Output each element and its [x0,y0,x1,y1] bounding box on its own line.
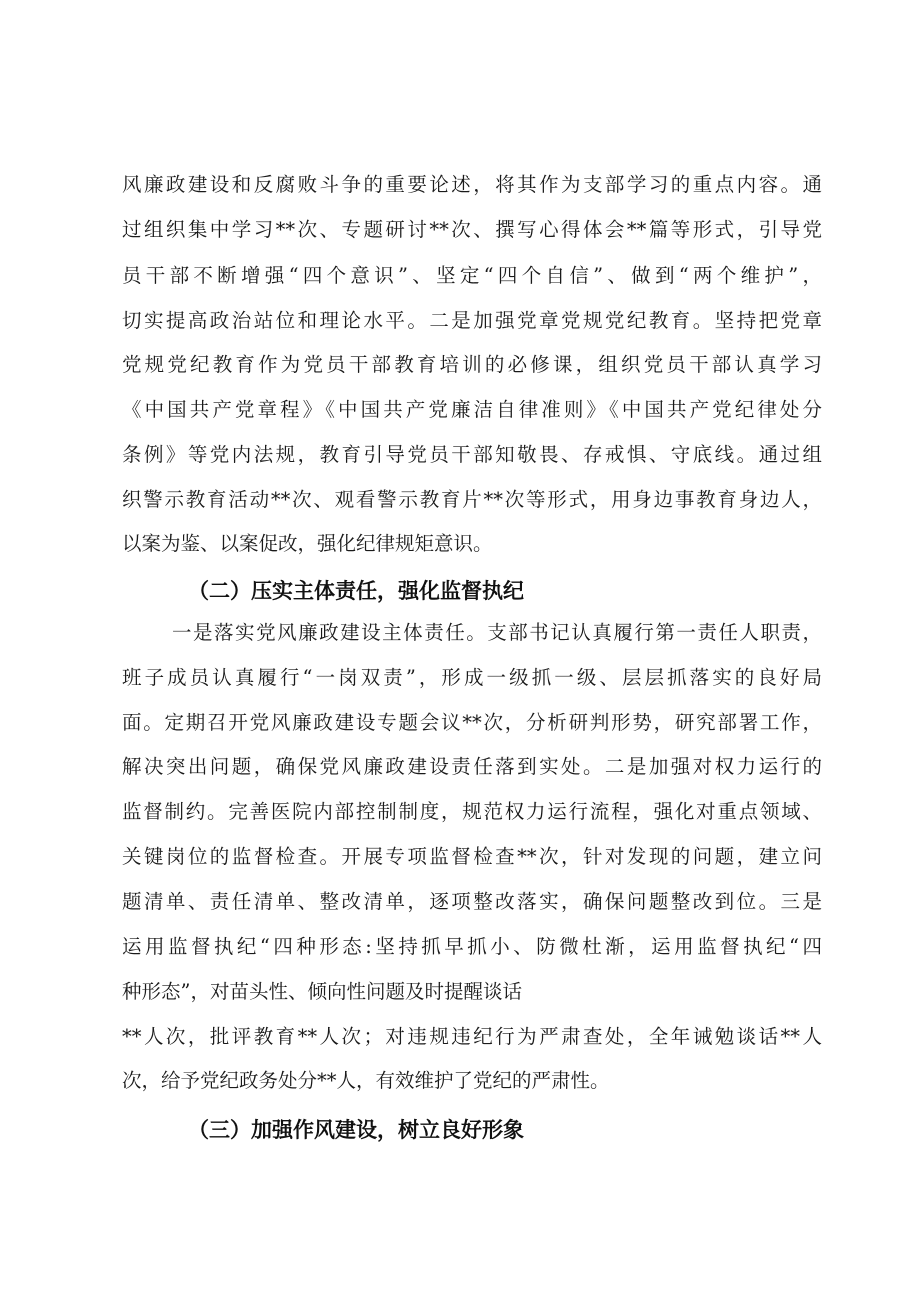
section-heading-3: （三）加强作风建设，树立良好形象 [188,1118,524,1142]
paragraph-line: 条例》等党内法规，教育引导党员干部知敬畏、存戒惧、守底线。通过组 [122,443,822,466]
section-heading-2: （二）压实主体责任，强化监督执纪 [188,579,524,603]
paragraph-line: 面。定期召开党风廉政建设专题会议**次，分析研判形势，研究部署工作， [122,711,822,734]
paragraph-line: 一是落实党风廉政建设主体责任。支部书记认真履行第一责任人职责， [172,621,822,644]
paragraph-line: 风廉政建设和反腐败斗争的重要论述，将其作为支部学习的重点内容。通 [122,173,822,196]
paragraph-line: 解决突出问题，确保党风廉政建设责任落到实处。二是加强对权力运行的 [122,755,822,778]
paragraph-line: 《中国共产党章程》《中国共产党廉洁自律准则》《中国共产党纪律处分 [122,398,822,421]
paragraph-line: 关键岗位的监督检查。开展专项监督检查**次，针对发现的问题，建立问 [122,845,822,868]
paragraph-line: 织警示教育活动**次、观看警示教育片**次等形式，用身边事教育身边人， [122,488,822,511]
paragraph-line: 次，给予党纪政务处分**人，有效维护了党纪的严肃性。 [122,1069,610,1092]
paragraph-line: 过组织集中学习**次、专题研讨**次、撰写心得体会**篇等形式，引导党 [122,218,822,241]
paragraph-line: 题清单、责任清单、整改清单，逐项整改落实，确保问题整改到位。三是 [122,890,822,913]
paragraph-line: 运用监督执纪“四种形态:坚持抓早抓小、防微杜渐，运用监督执纪“四 [122,935,822,958]
paragraph-line: **人次，批评教育**人次；对违规违纪行为严肃查处，全年诫勉谈话**人 [122,1025,822,1048]
paragraph-line: 监督制约。完善医院内部控制制度，规范权力运行流程，强化对重点领域、 [122,800,822,823]
paragraph-line: 以案为鉴、以案促改，强化纪律规矩意识。 [122,532,493,555]
paragraph-line: 员干部不断增强“四个意识”、坚定“四个自信”、做到“两个维护”， [122,264,822,287]
paragraph-line: 班子成员认真履行“一岗双责”，形成一级抓一级、层层抓落实的良好局 [122,666,822,689]
paragraph-line: 切实提高政治站位和理论水平。二是加强党章党规党纪教育。坚持把党章 [122,309,822,332]
paragraph-line: 种形态”，对苗头性、倾向性问题及时提醒谈话 [122,980,522,1003]
paragraph-line: 党规党纪教育作为党员干部教育培训的必修课，组织党员干部认真学习 [122,353,822,376]
